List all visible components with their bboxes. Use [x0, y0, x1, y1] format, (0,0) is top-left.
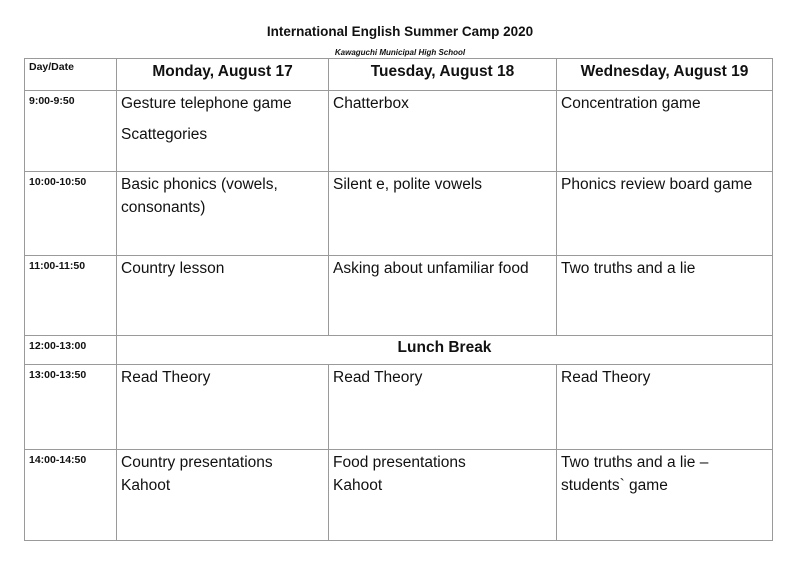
schedule-cell	[117, 256, 329, 336]
schedule-cell	[557, 365, 773, 450]
schedule-cell	[329, 91, 557, 172]
activity: Chatterbox	[333, 95, 409, 112]
time-slot: 13:00-13:50	[25, 365, 117, 450]
schedule-cell	[117, 91, 329, 172]
activity: Read Theory	[561, 369, 651, 386]
time-slot: 14:00-14:50	[25, 450, 117, 541]
table-row	[25, 256, 773, 336]
schedule-table	[24, 58, 773, 541]
activity: Two truths and a lie – students` game	[561, 454, 709, 494]
page-subtitle: Kawaguchi Municipal High School	[334, 48, 466, 57]
activity: Two truths and a lie	[561, 260, 696, 277]
schedule-cell	[117, 172, 329, 256]
activity: Scattegories	[121, 126, 208, 143]
lunch-break-cell: Lunch Break	[117, 336, 773, 365]
corner-header: Day/Date	[25, 59, 117, 91]
time-slot: 12:00-13:00	[25, 336, 117, 365]
schedule-cell	[329, 256, 557, 336]
activity: Basic phonics (vowels, consonants)	[121, 176, 278, 216]
table-row	[25, 450, 773, 541]
schedule-cell	[557, 256, 773, 336]
activity: Silent e, polite vowels	[333, 176, 483, 193]
time-slot: 9:00-9:50	[25, 91, 117, 172]
activity: Kahoot	[121, 477, 171, 494]
day-header-monday: Monday, August 17	[117, 59, 329, 91]
activity: Asking about unfamiliar food	[333, 260, 529, 277]
schedule-cell	[329, 172, 557, 256]
day-header-tuesday: Tuesday, August 18	[329, 59, 557, 91]
activity: Read Theory	[333, 369, 423, 386]
schedule-cell	[329, 450, 557, 541]
activity: Read Theory	[121, 369, 211, 386]
activity: Phonics review board game	[561, 176, 753, 193]
schedule-cell	[117, 365, 329, 450]
page-title: International English Summer Camp 2020	[266, 24, 534, 39]
activity: Concentration game	[561, 95, 701, 112]
table-row	[25, 172, 773, 256]
activity: Country presentations	[121, 454, 273, 471]
activity: Country lesson	[121, 260, 225, 277]
day-header-wednesday: Wednesday, August 19	[557, 59, 773, 91]
activity: Food presentations	[333, 454, 466, 471]
activity: Kahoot	[333, 477, 383, 494]
schedule-cell	[557, 172, 773, 256]
schedule-cell	[329, 365, 557, 450]
table-row	[25, 336, 773, 365]
time-slot: 10:00-10:50	[25, 172, 117, 256]
schedule-cell	[117, 450, 329, 541]
table-row	[25, 365, 773, 450]
activity: Gesture telephone game	[121, 95, 292, 112]
time-slot: 11:00-11:50	[25, 256, 117, 336]
schedule-cell	[557, 450, 773, 541]
header-row	[25, 59, 773, 91]
table-row	[25, 91, 773, 172]
schedule-cell	[557, 91, 773, 172]
